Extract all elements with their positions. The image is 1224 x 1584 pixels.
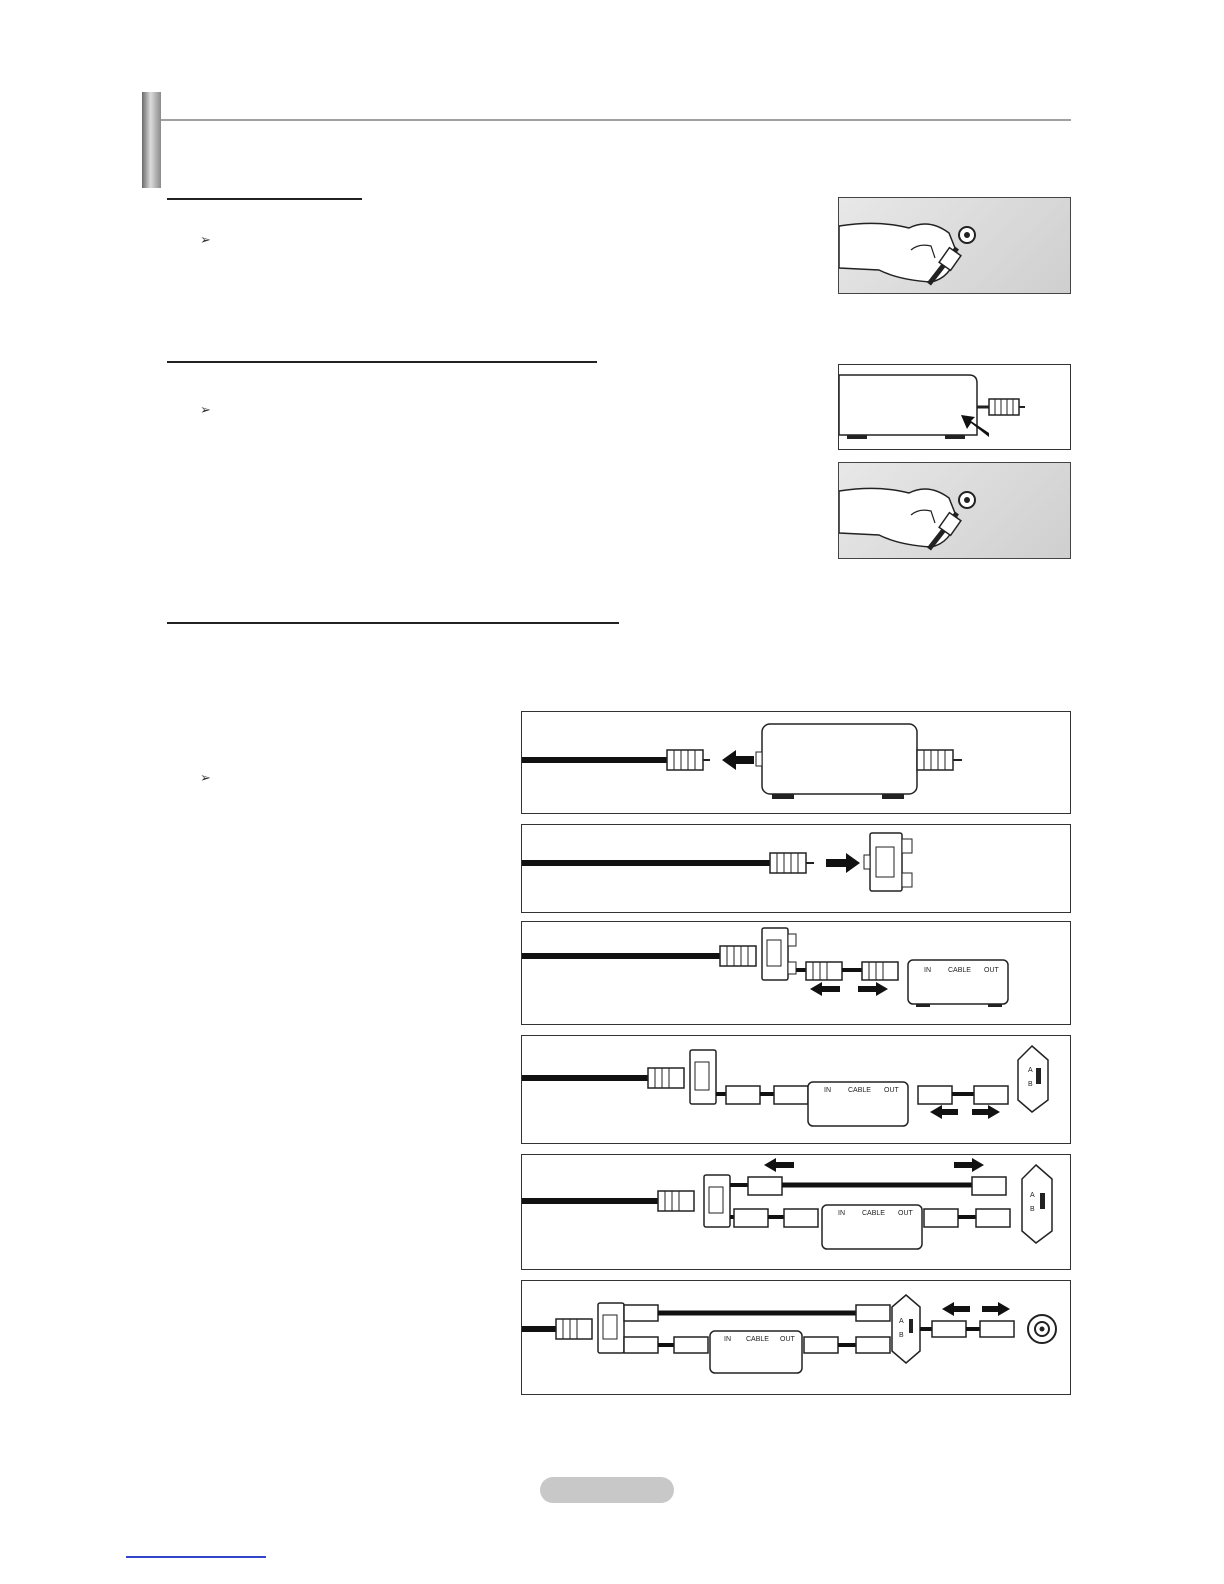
step-3-splitter-to-box-diagram — [521, 921, 1071, 1025]
section-antenna-heading-rule — [167, 198, 362, 200]
diagram-label-cable: CABLE — [862, 1210, 885, 1217]
cable-box-back-illustration — [838, 364, 1071, 450]
diagram-label-b: B — [1030, 1206, 1035, 1213]
note-arrow-icon: ➢ — [200, 402, 211, 417]
diagram-label-cable: CABLE — [848, 1087, 871, 1094]
footer-link-underline[interactable] — [126, 1556, 266, 1558]
diagram-label-b: B — [1028, 1081, 1033, 1088]
antenna-hand-illustration — [838, 197, 1071, 294]
header-accent-bar — [142, 92, 161, 188]
section-cable-box-heading-rule — [167, 622, 619, 624]
step-1-disconnect-diagram — [521, 711, 1071, 814]
cable-hand-illustration — [838, 462, 1071, 559]
diagram-label-out: OUT — [780, 1336, 795, 1343]
diagram-label-cable: CABLE — [948, 967, 971, 974]
step-4-box-to-switch-diagram — [521, 1035, 1071, 1144]
diagram-label-a: A — [1028, 1067, 1033, 1074]
diagram-label-out: OUT — [898, 1210, 913, 1217]
header-rule — [161, 119, 1071, 121]
diagram-label-out: OUT — [984, 967, 999, 974]
page-number-badge — [540, 1477, 674, 1503]
note-arrow-icon: ➢ — [200, 232, 211, 247]
diagram-label-in: IN — [838, 1210, 845, 1217]
step-5-splitter-to-switch-diagram — [521, 1154, 1071, 1270]
diagram-label-in: IN — [824, 1087, 831, 1094]
diagram-label-b: B — [899, 1332, 904, 1339]
step-6-switch-to-tv-diagram — [521, 1280, 1071, 1395]
diagram-label-in: IN — [924, 967, 931, 974]
diagram-label-out: OUT — [884, 1087, 899, 1094]
diagram-label-in: IN — [724, 1336, 731, 1343]
diagram-label-a: A — [1030, 1192, 1035, 1199]
diagram-label-a: A — [899, 1318, 904, 1325]
diagram-label-cable: CABLE — [746, 1336, 769, 1343]
step-2-splitter-diagram — [521, 824, 1071, 913]
note-arrow-icon: ➢ — [200, 770, 211, 785]
section-cable-no-box-heading-rule — [167, 361, 597, 363]
